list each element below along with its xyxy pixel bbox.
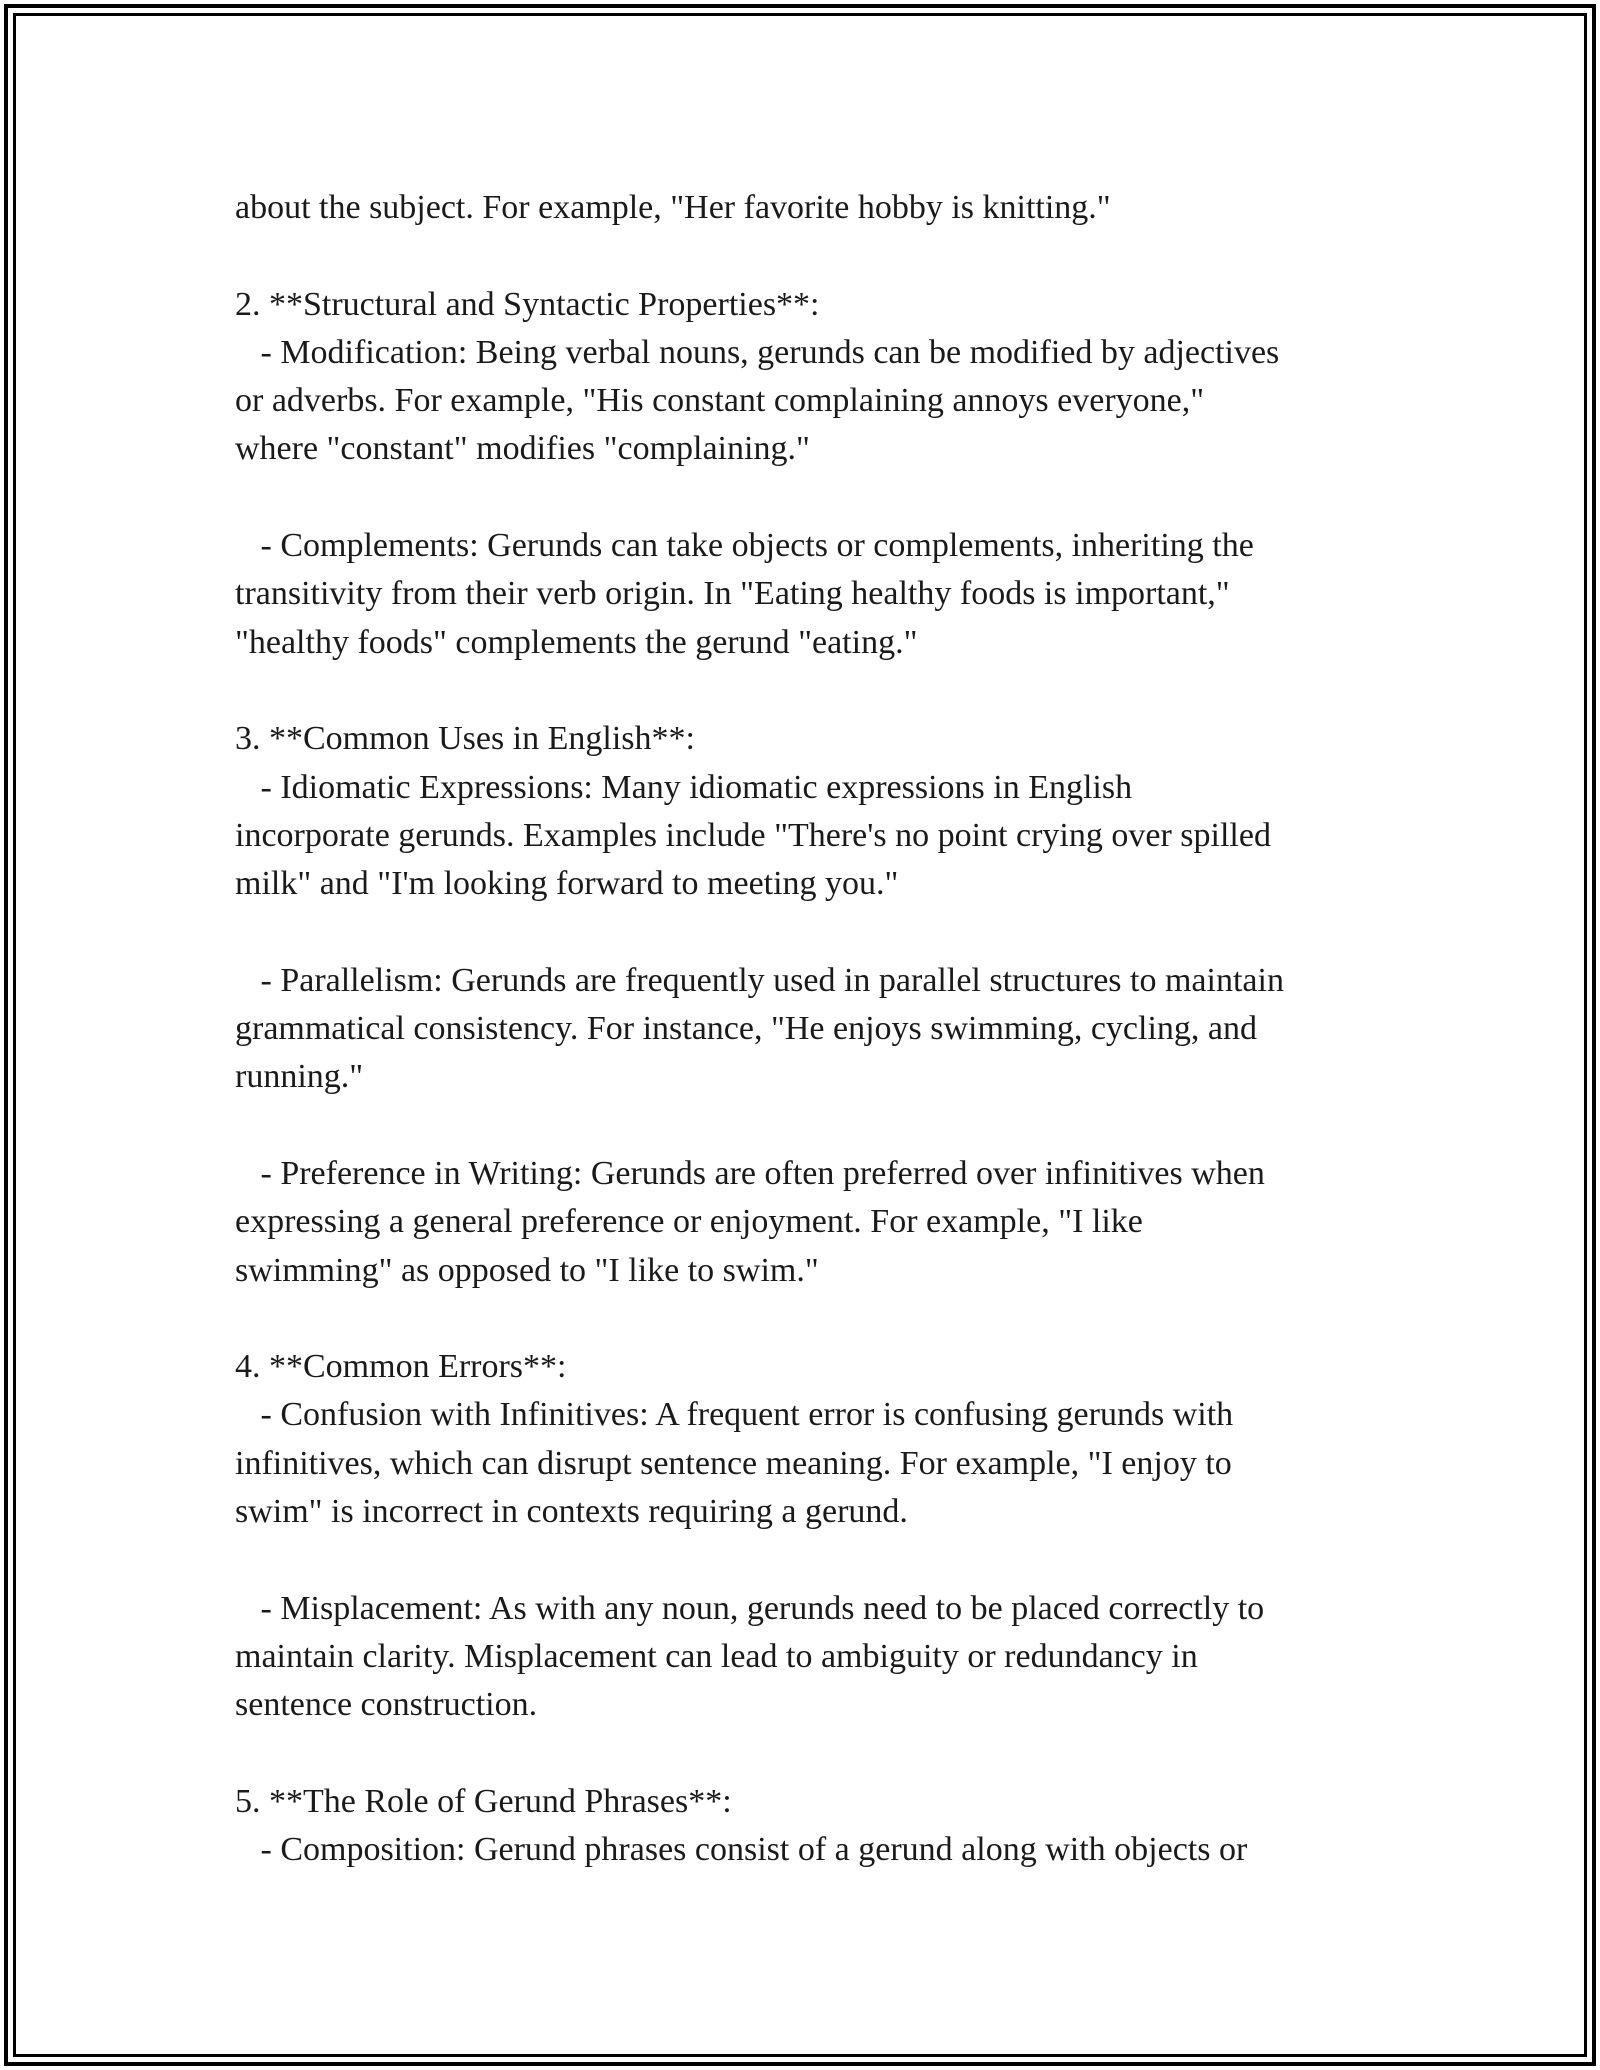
text-line: - Modification: Being verbal nouns, gerunds can be modified by adjectives — [235, 333, 1280, 371]
paragraph-gap — [235, 908, 1375, 956]
text-line: infinitives, which can disrupt sentence meaning. For example, "I enjoy to — [235, 1444, 1232, 1482]
text-line: grammatical consistency. For instance, "He enjoys swimming, cycling, and — [235, 1010, 1257, 1048]
section-heading: 4. **Common Errors**: — [235, 1348, 567, 1386]
text-line: - Complements: Gerunds can take objects or complements, inheriting the — [235, 527, 1254, 565]
text-line: incorporate gerunds. Examples include "There's no point crying over spilled — [235, 816, 1271, 854]
text-line: swimming" as opposed to "I like to swim." — [235, 1251, 819, 1289]
paragraph-gap — [235, 232, 1375, 280]
text-line: milk" and "I'm looking forward to meeting you." — [235, 865, 899, 903]
text-line: - Preference in Writing: Gerunds are often preferred over infinitives when — [235, 1154, 1265, 1192]
paragraph-gap — [235, 474, 1375, 522]
section-heading: 3. **Common Uses in English**: — [235, 720, 695, 758]
text-line: - Composition: Gerund phrases consist of a gerund along with objects or — [235, 1831, 1248, 1869]
document-body — [235, 184, 1375, 1874]
text-line: maintain clarity. Misplacement can lead to ambiguity or redundancy in — [235, 1637, 1198, 1675]
text-line: expressing a general preference or enjoyment. For example, "I like — [235, 1203, 1143, 1241]
text-line: or adverbs. For example, "His constant complaining annoys everyone," — [235, 382, 1205, 420]
text-line: about the subject. For example, "Her favorite hobby is knitting." — [235, 189, 1111, 226]
text-line: where "constant" modifies "complaining." — [235, 430, 810, 468]
paragraph-gap — [235, 1102, 1375, 1150]
text-line: swim" is incorrect in contexts requiring a gerund. — [235, 1493, 908, 1531]
text-line: sentence construction. — [235, 1686, 538, 1724]
text-line: - Idiomatic Expressions: Many idiomatic expressions in English — [235, 768, 1133, 806]
text-line: "healthy foods" complements the gerund "eating." — [235, 623, 918, 661]
paragraph-gap — [235, 1295, 1375, 1343]
text-line: - Confusion with Infinitives: A frequent error is confusing gerunds with — [235, 1396, 1234, 1434]
paragraph-gap — [235, 1536, 1375, 1584]
text-line: transitivity from their verb origin. In "Eating healthy foods is important," — [235, 575, 1230, 613]
text-line: - Misplacement: As with any noun, gerunds need to be placed correctly to — [235, 1589, 1265, 1627]
text-line: running." — [235, 1058, 364, 1096]
section-heading: 5. **The Role of Gerund Phrases**: — [235, 1782, 732, 1820]
paragraph-gap — [235, 667, 1375, 715]
text-line: - Parallelism: Gerunds are frequently used in parallel structures to maintain — [235, 961, 1284, 999]
section-heading: 2. **Structural and Syntactic Properties**: — [235, 285, 820, 323]
paragraph-gap — [235, 1730, 1375, 1778]
